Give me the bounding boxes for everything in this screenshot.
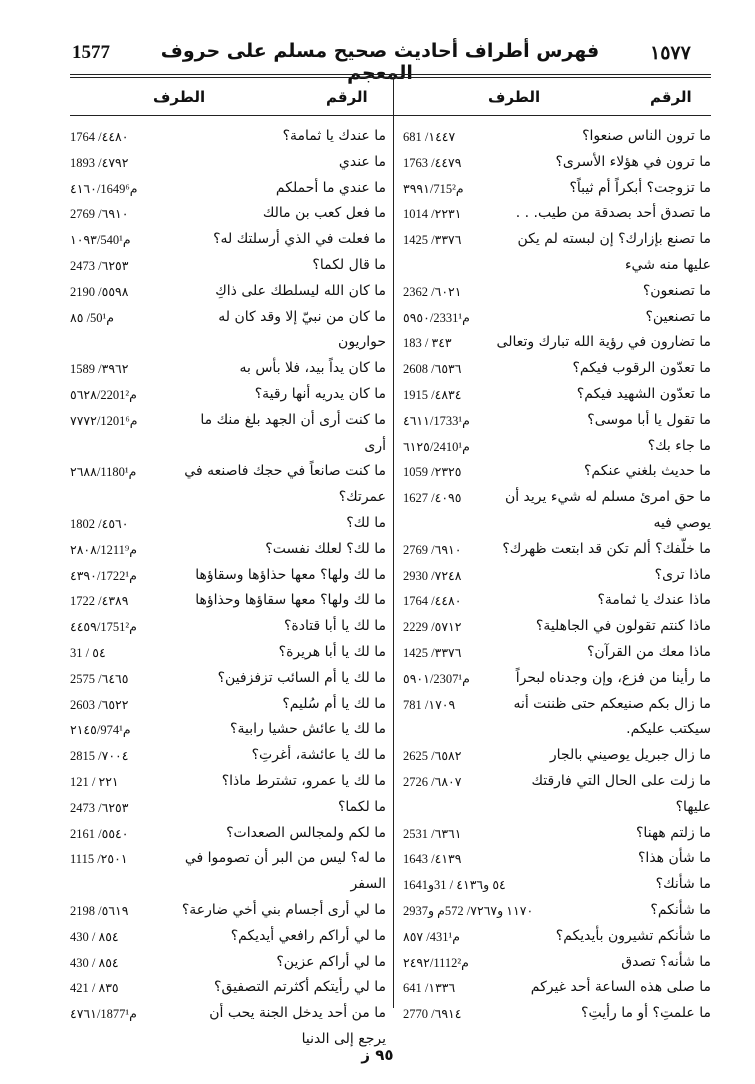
- entry-ref-number: ٥٩٥٠/2331م¹: [403, 310, 470, 325]
- entry-ref-number: ٤٤٥٩/1751م²: [70, 620, 137, 635]
- index-entry: [70, 954, 386, 976]
- entry-term: ما من أحد يدخل الجنة يحب أن: [209, 1005, 386, 1022]
- index-entry: [403, 463, 711, 485]
- entry-ref-number: ٤٧٦١/1877م¹: [70, 1007, 137, 1022]
- entry-ref-number: ١٠٩٣/540م¹: [70, 233, 131, 248]
- index-entry: [403, 154, 711, 176]
- entry-ref-number: 2770 /٦٩١٤: [403, 1007, 462, 1022]
- entry-term: يرجع إلى الدنيا: [301, 1031, 386, 1047]
- entry-ref-number: ٦١٢٥/2410م¹: [403, 439, 470, 454]
- index-entry: [70, 154, 386, 176]
- index-entry: [70, 309, 386, 331]
- entry-term: ما قال لكما؟: [312, 257, 386, 273]
- index-entry: [70, 618, 386, 640]
- header-rule: [70, 74, 711, 75]
- entry-ref-number: 1627 /٤٠٩٥: [403, 491, 462, 506]
- column-header-ref-left: الرقم: [326, 88, 368, 106]
- index-entry: [403, 231, 711, 253]
- entry-ref-number: ٢١٤٥/974م¹: [70, 723, 131, 738]
- entry-term: ما لك ولها؟ معها حذاؤها وسقاؤها: [195, 566, 386, 583]
- entry-term: ما لك يا أبا هريرة؟: [278, 644, 386, 660]
- index-entry: [403, 979, 711, 1001]
- entry-term: ما لي أراكم رافعي أيديكم؟: [230, 927, 386, 944]
- index-entry: [70, 412, 386, 434]
- index-entry: [403, 257, 711, 279]
- entry-ref-number: 1763 /٤٤٧٩: [403, 155, 462, 170]
- index-entry: [403, 592, 711, 614]
- entry-ref-number: 1764 /٤٤٨٠: [403, 594, 462, 609]
- index-entry: [403, 541, 711, 563]
- index-entry: [70, 334, 386, 356]
- entry-ref-number: 2726 /٦٨٠٧: [403, 775, 462, 789]
- entry-term: ما تعدّون الشهيد فيكم؟: [576, 386, 711, 402]
- entry-ref-number: 781 /١٧٠٩: [403, 697, 456, 712]
- index-entry: [403, 747, 711, 769]
- index-entry: [70, 515, 386, 537]
- entry-ref-number: 1425 /٣٣٧٦: [403, 646, 462, 660]
- entry-term: ما كان الله ليسلطك على ذاكِ: [215, 282, 386, 299]
- entry-ref-number: ٨٥ /50م¹: [70, 310, 115, 325]
- index-entry: [403, 721, 711, 743]
- entry-ref-number: 2575 /٦٤٦٥: [70, 671, 129, 686]
- entry-term: ما له؟ ليس من البر أن تصوموا في: [184, 850, 386, 867]
- running-header-title: فهرس أطراف أحاديث صحيح مسلم على حروف المعجم: [160, 40, 600, 84]
- entry-term: ما حق امرئ مسلم له شيء يريد أن: [504, 489, 711, 506]
- entry-term: ما علمتِ؟ أو ما رأيتِ؟: [581, 1005, 711, 1022]
- index-entry: [70, 670, 386, 692]
- entry-term: ما كنت صانعاً في حجك فاصنعه في: [184, 463, 386, 480]
- entry-ref-number: 430 / ٨٥٤: [70, 955, 119, 970]
- index-entry: [70, 799, 386, 821]
- entry-ref-number: 681 /١٤٤٧: [403, 130, 456, 144]
- entry-term: ما لكما؟: [337, 798, 386, 815]
- index-entry: [70, 902, 386, 924]
- index-entry: [70, 825, 386, 847]
- index-entry: [403, 386, 711, 408]
- entry-term: ما لك؟: [346, 515, 386, 531]
- index-entry: [403, 825, 711, 847]
- entry-term: حواريون: [338, 334, 386, 351]
- entry-ref-number: ٤٣٩٠/1722م¹: [70, 568, 137, 583]
- entry-ref-number: 1722 /٤٣٨٩: [70, 594, 129, 609]
- entry-ref-number: 2608 /٦٥٣٦: [403, 362, 462, 377]
- entry-term: ما تصنعين؟: [645, 308, 711, 325]
- entry-term: أرى: [364, 437, 386, 454]
- index-entry: [403, 670, 711, 692]
- entry-term: ما شأنكم؟: [650, 902, 711, 918]
- entry-term: ما لك يا أم السائب تزفزفين؟: [217, 669, 386, 686]
- index-entry: [403, 773, 711, 795]
- entry-term: ما تصنعون؟: [642, 282, 711, 299]
- entry-term: ما لك يا عمرو، تشترط ماذا؟: [221, 773, 386, 789]
- index-entry: [70, 644, 386, 666]
- column-header-ref-right: الرقم: [650, 88, 692, 106]
- index-entry: [403, 283, 711, 305]
- entry-term: يوصي فيه: [653, 515, 711, 531]
- index-entry: [403, 928, 711, 950]
- index-entry: [70, 180, 386, 202]
- entry-ref-number: ٥٩٠١/2307م¹: [403, 671, 470, 686]
- entry-term: ما لك يا أم سُليم؟: [282, 695, 386, 712]
- entry-term: ما تقول يا أبا موسى؟: [587, 411, 711, 428]
- entry-term: ما فعلت في الذي أرسلتك له؟: [213, 231, 386, 248]
- index-entry: [403, 696, 711, 718]
- entry-ref-number: ٥٦٢٨/2201م²: [70, 388, 137, 402]
- index-entry: [70, 592, 386, 614]
- entry-ref-number: 1893 /٤٧٩٢: [70, 155, 129, 170]
- entry-ref-number: ٥٤ و٤١٣٦ / 31و1641: [403, 878, 506, 893]
- entry-ref-number: ٧٧٧٢/1201م⁶: [70, 413, 138, 428]
- entry-term: ما تعدّون الرقوب فيكم؟: [572, 360, 711, 377]
- entry-ref-number: ٣٩٩١/715م²: [403, 181, 464, 196]
- entry-term: ما عندك يا ثمامة؟: [282, 128, 386, 144]
- index-entry: [70, 979, 386, 1001]
- entry-term: ما حديث بلغني عنكم؟: [584, 463, 711, 480]
- index-entry: [70, 489, 386, 511]
- index-entry: [403, 515, 711, 537]
- index-entry: [70, 128, 386, 150]
- index-entry: [70, 721, 386, 743]
- index-entry: [403, 334, 711, 356]
- entry-term: ما كان يدريه أنها رقية؟: [254, 386, 386, 402]
- entry-ref-number: 31 / ٥٤: [70, 646, 106, 660]
- entry-term: ما عندي: [338, 153, 386, 170]
- entry-ref-number: 2229 /٥٧١٢: [403, 620, 462, 635]
- entry-ref-number: 2161 /٥٥٤٠: [70, 826, 129, 841]
- index-entry: [70, 463, 386, 485]
- entry-ref-number: 1014 /٢٢٣١: [403, 207, 462, 222]
- column-header-term-right: الطرف: [488, 88, 541, 106]
- header-rule: [70, 77, 711, 78]
- entry-term: عليها؟: [675, 798, 711, 815]
- entry-term: ما كان يداً بيد، فلا بأس به: [239, 360, 386, 377]
- entry-ref-number: 1764 /٤٤٨٠: [70, 130, 129, 144]
- index-entry: [70, 360, 386, 382]
- page-number-left: 1577: [72, 42, 110, 63]
- entry-ref-number: 2769 /٦٩١٠: [403, 542, 462, 557]
- entry-ref-number: 2190 /٥٥٩٨: [70, 284, 129, 299]
- page-number-right: ١٥٧٧: [650, 43, 691, 64]
- index-entry: [70, 386, 386, 408]
- index-entry: [70, 928, 386, 950]
- entry-term: ما لك ولها؟ معها سقاؤها وحذاؤها: [195, 592, 386, 609]
- entry-term: عمرتك؟: [338, 489, 386, 506]
- entry-term: عليها منه شيء: [624, 257, 711, 273]
- entry-term: ماذا عندك يا ثمامة؟: [597, 592, 711, 609]
- entry-term: ما زلت على الحال التي فارقتك: [531, 773, 711, 789]
- index-entry: [70, 438, 386, 460]
- entry-term: ما لك؟ لعلك نفست؟: [265, 540, 386, 557]
- index-entry: [403, 360, 711, 382]
- index-entry: [403, 876, 711, 898]
- entry-ref-number: 430 / ٨٥٤: [70, 929, 119, 944]
- entry-term: ما تصدق أحد بصدقة من طيب. . .: [515, 205, 711, 222]
- index-entry: [70, 541, 386, 563]
- entry-term: ما خلّفك؟ ألم تكن قد ابتعت ظهرك؟: [502, 540, 711, 557]
- entry-ref-number: ٢٦٨٨/1180م¹: [70, 465, 137, 480]
- entry-term: ما شأنكم تشيرون بأيديكم؟: [555, 927, 711, 944]
- index-entry: [70, 567, 386, 589]
- entry-term: ما كنت أرى أن الجهد بلغ منك ما: [200, 411, 386, 428]
- entry-term: ما رأينا من فزع، وإن وجدناه لبحراً: [515, 669, 711, 686]
- index-entry: [403, 128, 711, 150]
- index-entry: [70, 205, 386, 227]
- index-entry: [403, 309, 711, 331]
- page-footer: ٩٥ ز: [361, 1046, 394, 1064]
- index-entry: [403, 489, 711, 511]
- index-entry: [70, 257, 386, 279]
- entry-ref-number: 1059 /٢٣٢٥: [403, 465, 462, 480]
- index-entry: [403, 799, 711, 821]
- entry-ref-number: 1425 /٣٣٧٦: [403, 233, 462, 248]
- entry-term: ما لك يا أبا قتادة؟: [283, 618, 386, 635]
- index-entry: [403, 180, 711, 202]
- index-entry: [403, 902, 711, 924]
- index-entry: [403, 438, 711, 460]
- index-entry: [70, 283, 386, 305]
- index-entry: [70, 747, 386, 769]
- entry-ref-number: 183 / ٣٤٣: [403, 336, 452, 351]
- entry-term: ما لي أرى أجسام بني أخي ضارعة؟: [181, 902, 386, 918]
- entry-ref-number: 2473 /٦٢٥٣: [70, 259, 129, 273]
- entry-term: ما لي رأيتكم أكثرتم التصفيق؟: [214, 979, 386, 996]
- entry-term: ماذا كنتم تقولون في الجاهلية؟: [535, 618, 711, 635]
- index-entry: [403, 954, 711, 976]
- column-divider: [393, 78, 394, 1008]
- entry-ref-number: 641 /١٣٣٦: [403, 981, 456, 996]
- entry-ref-number: 2815 /٧٠٠٤: [70, 749, 129, 764]
- entry-ref-number: 2603 /٦٥٢٢: [70, 697, 129, 712]
- entry-term: ما ترون في هؤلاء الأسرى؟: [555, 153, 711, 170]
- entry-ref-number: ٢٤٩٢/1112م²: [403, 955, 469, 970]
- entry-ref-number: 1802 /٤٥٦٠: [70, 517, 129, 531]
- entry-ref-number: 2362 /٦٠٢١: [403, 284, 462, 299]
- entry-ref-number: ٤٦١١/1733م¹: [403, 413, 470, 428]
- index-entry: [70, 850, 386, 872]
- entry-term: ما كان من نبيّ إلا وقد كان له: [218, 308, 386, 325]
- entry-ref-number: 2531 /٦٣٦١: [403, 826, 462, 841]
- entry-ref-number: 421 / ٨٣٥: [70, 981, 119, 996]
- entry-term: ماذا معك من القرآن؟: [586, 644, 711, 660]
- entry-term: ما ترون الناس صنعوا؟: [582, 128, 711, 144]
- entry-ref-number: 1643 /٤١٣٩: [403, 852, 462, 867]
- entry-ref-number: 2198 /٥٦١٩: [70, 904, 129, 918]
- entry-term: ما زال جبريل يوصيني بالجار: [549, 747, 711, 764]
- index-entry: [403, 644, 711, 666]
- entry-ref-number: 1915 /٤٨٣٤: [403, 388, 462, 402]
- index-entry: [70, 773, 386, 795]
- entry-term: ما تصنع بإزارك؟ إن لبسته لم يكن: [517, 231, 711, 248]
- index-entry: [403, 205, 711, 227]
- index-entry: [403, 567, 711, 589]
- entry-term: السفر: [350, 876, 386, 893]
- index-entry: [70, 231, 386, 253]
- entry-term: ما زال بكم صنيعكم حتى ظننت أنه: [513, 695, 711, 712]
- entry-term: ما تزوجت؟ أبكراً أم ثيباً؟: [569, 179, 711, 196]
- entry-ref-number: 121 / ٢٢١: [70, 775, 119, 789]
- entry-term: ما لي أراكم عزين؟: [276, 953, 386, 970]
- entry-term: ما شأن هذا؟: [638, 850, 711, 867]
- index-entry: [403, 1005, 711, 1027]
- entry-term: ما تضارون في رؤية الله تبارك وتعالى: [496, 334, 711, 351]
- entry-ref-number: ٢٨٠٨/1211م⁹: [70, 542, 137, 557]
- index-entry: [70, 876, 386, 898]
- entry-term: ما عندي ما أحملكم: [275, 179, 386, 196]
- entry-ref-number: 2769 /٦٩١٠: [70, 207, 129, 222]
- index-entry: [403, 412, 711, 434]
- index-entry: [403, 618, 711, 640]
- entry-term: ما فعل كعب بن مالك: [262, 205, 386, 222]
- column-header-rule: [70, 115, 711, 116]
- entry-term: ما زلتم ههنا؟: [636, 824, 711, 841]
- entry-term: ما شأنك؟: [655, 876, 711, 893]
- entry-ref-number: ١١٧٠ و٧٢٦٧/ 572م و2937: [403, 904, 534, 918]
- column-header-term-left: الطرف: [153, 88, 206, 106]
- index-entry: [70, 696, 386, 718]
- entry-ref-number: 1589 /٣٩٦٢: [70, 362, 129, 377]
- index-entry: [70, 1005, 386, 1027]
- entry-term: سيكتب عليكم.: [626, 721, 711, 738]
- index-entry: [403, 850, 711, 872]
- entry-term: ما جاء بك؟: [647, 437, 711, 454]
- entry-ref-number: 2625 /٦٥٨٢: [403, 749, 462, 764]
- entry-ref-number: ٨٥٧ /431م¹: [403, 929, 461, 944]
- entry-term: ماذا ترى؟: [654, 566, 711, 583]
- entry-term: ما شأنه؟ تصدق: [621, 953, 711, 970]
- entry-term: ما لكم ولمجالس الصعدات؟: [226, 824, 386, 841]
- entry-ref-number: 2930 /٧٢٤٨: [403, 568, 462, 583]
- entry-ref-number: 2473 /٦٢٥٣: [70, 800, 129, 815]
- entry-ref-number: 1115 /٢٥٠١: [70, 852, 128, 867]
- entry-term: ما لك يا عائش حشيا رابية؟: [230, 721, 386, 738]
- entry-ref-number: ٤١٦٠/1649م⁶: [70, 181, 138, 196]
- entry-term: ما لك يا عائشة، أغرتِ؟: [251, 747, 386, 764]
- entry-term: ما صلى هذه الساعة أحد غيركم: [530, 979, 711, 996]
